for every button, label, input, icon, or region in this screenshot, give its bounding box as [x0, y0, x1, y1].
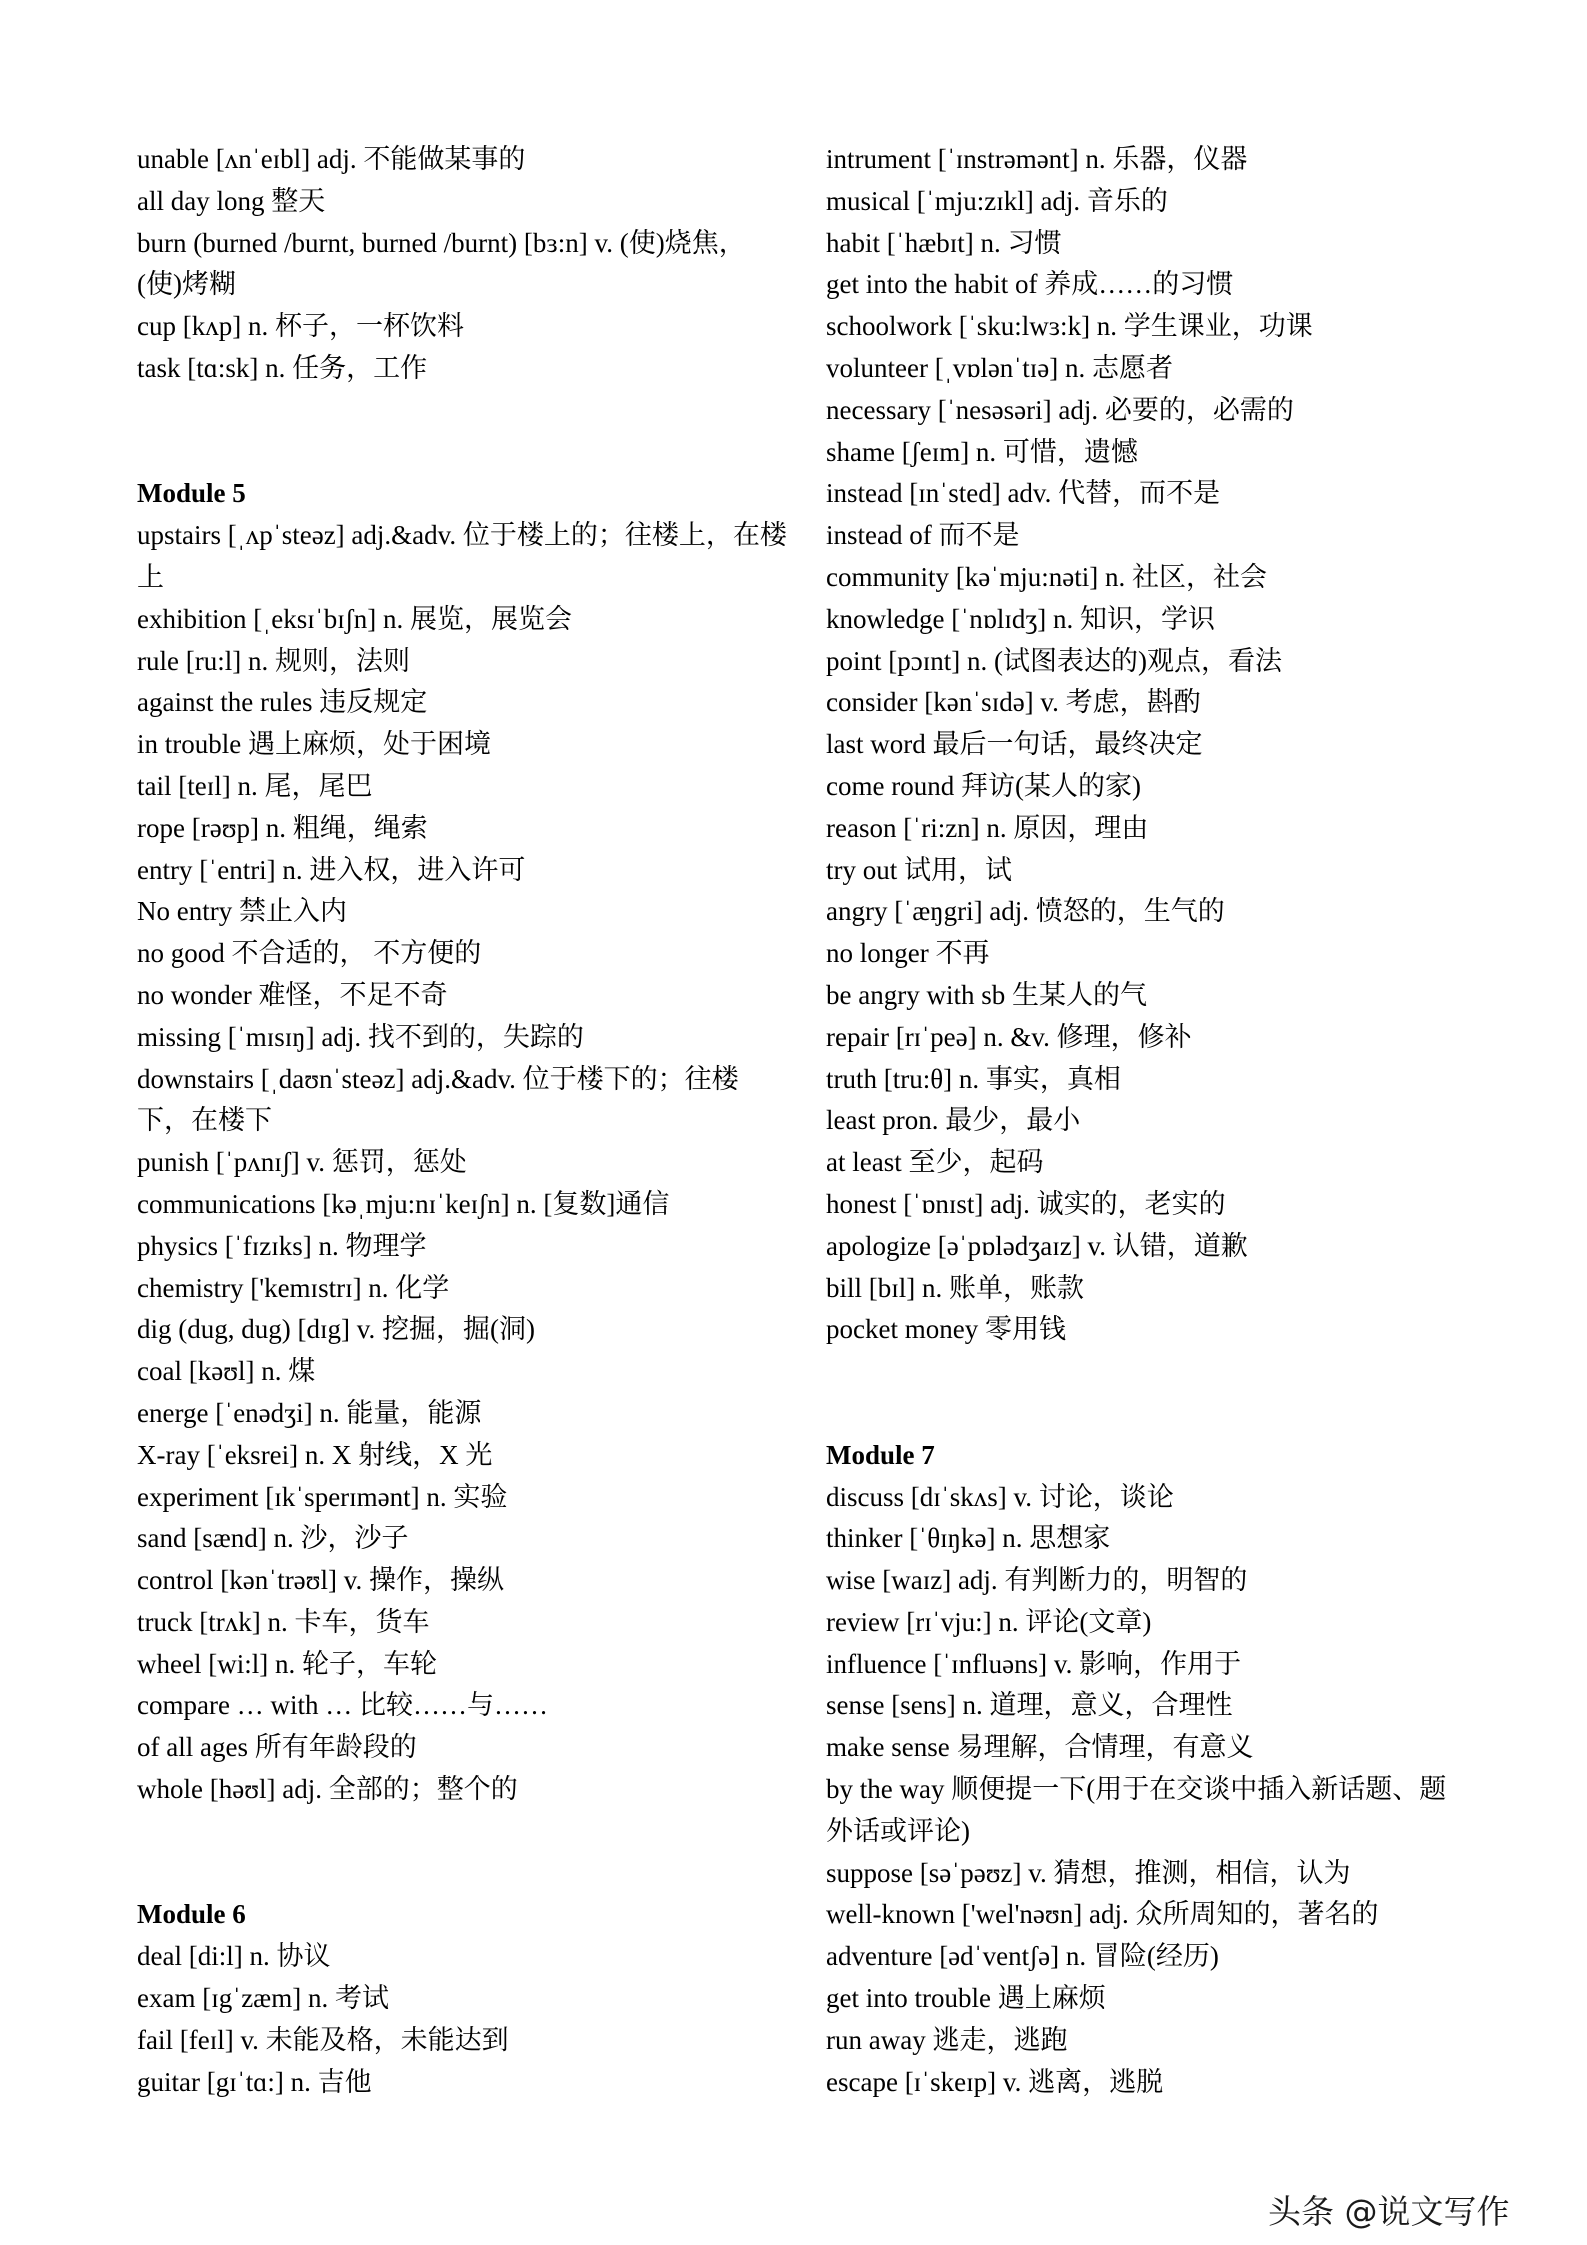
vocab-entry: shame [ʃeɪm] n. 可惜，遗憾	[826, 436, 1138, 467]
vocab-entry: come round 拜访(某人的家)	[826, 770, 1141, 801]
vocab-entry: make sense 易理解，合情理，有意义	[826, 1732, 1254, 1763]
vocab-entry: reason [ˈri:zn] n. 原因，理由	[826, 812, 1149, 843]
vocab-entry: pocket money 零用钱	[826, 1314, 1066, 1345]
vocab-entry: volunteer [ˌvɒlənˈtɪə] n. 志愿者	[826, 352, 1174, 383]
vocab-entry: entry [ˈentri] n. 进入权，进入许可	[137, 854, 526, 885]
vocab-entry: knowledge [ˈnɒlɪdʒ] n. 知识，学识	[826, 603, 1216, 634]
vocab-entry: physics [ˈfɪzɪks] n. 物理学	[137, 1230, 427, 1261]
vocab-entry: community [kəˈmju:nəti] n. 社区，社会	[826, 561, 1267, 592]
vocab-entry: guitar [gɪˈtɑ:] n. 吉他	[137, 2066, 372, 2097]
vocab-entry: truth [tru:θ] n. 事实，真相	[826, 1063, 1121, 1094]
module-6-heading: Module 6	[137, 1899, 246, 1930]
vocab-entry: suppose [səˈpəʊz] v. 猜想，推测，相信，认为	[826, 1857, 1351, 1888]
vocab-entry: in trouble 遇上麻烦，处于困境	[137, 729, 491, 760]
vocab-entry: rule [ru:l] n. 规则，法则	[137, 645, 410, 676]
vocab-entry: intrument [ˈɪnstrəmənt] n. 乐器，仪器	[826, 144, 1248, 174]
vocab-entry: instead of 而不是	[826, 520, 1020, 551]
vocab-entry: upstairs [ˌʌpˈsteəz] adj.&adv. 位于楼上的；往楼上，在楼上	[137, 520, 787, 592]
vocab-entry: coal [kəʊl] n. 煤	[137, 1356, 316, 1387]
source-watermark: 头条 @说文写作	[1268, 2192, 1510, 2231]
vocab-entry: punish [ˈpʌnɪʃ] v. 惩罚，惩处	[137, 1147, 467, 1178]
vocab-entry: whole [həʊl] adj. 全部的；整个的	[137, 1774, 518, 1805]
vocab-entry: burn (burned /burnt, burned /burnt) [bɜ:n] v. (使)烧焦，(使)烤糊	[137, 227, 746, 300]
vocab-entry: control [kənˈtrəʊl] v. 操作，操纵	[137, 1565, 504, 1596]
vocab-entry: habit [ˈhæbɪt] n. 习惯	[826, 227, 1062, 258]
vocab-entry: get into the habit of 养成……的习惯	[826, 269, 1234, 300]
vocab-entry: review [rɪˈvju:] n. 评论(文章)	[826, 1606, 1152, 1637]
entry-group-1	[137, 139, 787, 390]
section-spacer	[137, 1811, 787, 1895]
vocab-entry: wheel [wi:l] n. 轮子，车轮	[137, 1648, 437, 1679]
vocab-entry: sand [sænd] n. 沙，沙子	[137, 1523, 409, 1554]
vocab-entry: adventure [ədˈventʃə] n. 冒险(经历)	[826, 1941, 1219, 1972]
vocab-entry: dig (dug, dug) [dɪg] v. 挖掘，掘(洞)	[137, 1314, 535, 1345]
vocab-entry: of all ages 所有年龄段的	[137, 1732, 417, 1763]
vocab-entry: downstairs [ˌdaʊnˈsteəz] adj.&adv. 位于楼下的；往楼下，在楼下	[137, 1063, 739, 1136]
vocab-entry: run away 逃走，逃跑	[826, 2024, 1068, 2055]
vocab-entry: thinker [ˈθɪŋkə] n. 思想家	[826, 1523, 1111, 1554]
left-column	[137, 139, 787, 2103]
vocab-entry: chemistry ['kemɪstrɪ] n. 化学	[137, 1272, 450, 1303]
vocab-entry: against the rules 违反规定	[137, 687, 428, 718]
vocab-entry: exam [ɪgˈzæm] n. 考试	[137, 1983, 389, 2014]
vocab-entry: task [tɑ:sk] n. 任务，工作	[137, 352, 428, 383]
vocab-entry: rope [rəʊp] n. 粗绳，绳索	[137, 812, 428, 843]
vocab-entry: no wonder 难怪，不足不奇	[137, 979, 448, 1010]
vocab-entry: point [pɔɪnt] n. (试图表达的)观点，看法	[826, 645, 1282, 676]
vocab-entry: wise [waɪz] adj. 有判断力的，明智的	[826, 1565, 1248, 1596]
vocab-entry: at least 至少，起码	[826, 1147, 1044, 1178]
vocab-entry: X-ray [ˈeksrei] n. X 射线，X 光	[137, 1439, 493, 1470]
vocab-entry: angry [ˈæŋgri] adj. 愤怒的，生气的	[826, 896, 1225, 927]
vocab-entry: communications [kəˌmju:nɪˈkeɪʃn] n. [复数]通信	[137, 1188, 670, 1219]
vocab-entry: exhibition [ˌeksɪˈbɪʃn] n. 展览，展览会	[137, 603, 572, 634]
vocab-entry: No entry 禁止入内	[137, 896, 347, 927]
vocab-entry: apologize [əˈpɒlədʒaɪz] v. 认错，道歉	[826, 1230, 1248, 1261]
module-7-heading: Module 7	[826, 1439, 935, 1470]
vocab-entry: get into trouble 遇上麻烦	[826, 1983, 1106, 2014]
vocab-entry: energe [ˈenədʒi] n. 能量，能源	[137, 1397, 482, 1428]
entry-group-1	[826, 139, 1466, 1351]
vocab-entry: schoolwork [ˈsku:lwɜ:k] n. 学生课业，功课	[826, 311, 1313, 342]
vocab-entry: compare … with … 比较……与……	[137, 1690, 548, 1721]
vocab-entry: least pron. 最少，最小	[826, 1105, 1081, 1136]
vocab-entry: experiment [ɪkˈsperɪmənt] n. 实验	[137, 1481, 508, 1512]
vocab-entry: instead [ɪnˈsted] adv. 代替，而不是	[826, 478, 1221, 509]
vocab-entry: be angry with sb 生某人的气	[826, 979, 1147, 1010]
vocab-entry: sense [sens] n. 道理，意义，合理性	[826, 1690, 1233, 1721]
vocab-entry: repair [rɪˈpeə] n. &v. 修理，修补	[826, 1021, 1192, 1052]
vocab-entry: discuss [dɪˈskʌs] v. 讨论，谈论	[826, 1481, 1174, 1512]
vocab-entry: cup [kʌp] n. 杯子，一杯饮料	[137, 311, 464, 342]
vocab-entry: tail [teɪl] n. 尾，尾巴	[137, 770, 373, 801]
module-5-list	[137, 515, 787, 1811]
vocab-entry: by the way 顺便提一下(用于在交谈中插入新话题、题外话或评论)	[826, 1774, 1447, 1846]
section-spacer	[826, 1351, 1466, 1435]
vocab-entry: well-known ['wel'nəʊn] adj. 众所周知的，著名的	[826, 1899, 1379, 1930]
vocab-entry: honest [ˈɒnɪst] adj. 诚实的，老实的	[826, 1188, 1226, 1219]
vocab-entry: all day long 整天	[137, 185, 326, 216]
module-7-list	[826, 1477, 1466, 2104]
section-spacer	[137, 390, 787, 474]
vocab-entry: last word 最后一句话，最终决定	[826, 729, 1203, 760]
vocab-entry: try out 试用，试	[826, 854, 1012, 885]
vocab-entry: truck [trʌk] n. 卡车，货车	[137, 1606, 430, 1637]
module-6-list	[137, 1936, 787, 2103]
vocab-entry: necessary [ˈnesəsəri] adj. 必要的，必需的	[826, 394, 1294, 425]
vocab-entry: unable [ʌnˈeɪbl] adj. 不能做某事的	[137, 144, 526, 174]
vocab-entry: deal [di:l] n. 协议	[137, 1941, 331, 1972]
vocab-entry: musical [ˈmju:zɪkl] adj. 音乐的	[826, 185, 1168, 216]
vocab-entry: missing [ˈmɪsɪŋ] adj. 找不到的，失踪的	[137, 1021, 584, 1052]
vocab-entry: bill [bɪl] n. 账单，账款	[826, 1272, 1084, 1303]
vocab-entry: consider [kənˈsɪdə] v. 考虑，斟酌	[826, 687, 1201, 718]
vocab-entry: no longer 不再	[826, 938, 990, 969]
module-5-heading: Module 5	[137, 478, 246, 509]
vocab-entry: fail [feɪl] v. 未能及格，未能达到	[137, 2024, 509, 2055]
vocab-entry: influence [ˈɪnfluəns] v. 影响，作用于	[826, 1648, 1242, 1679]
right-column	[826, 139, 1466, 2103]
vocab-entry: escape [ɪˈskeɪp] v. 逃离，逃脱	[826, 2066, 1164, 2097]
vocab-entry: no good 不合适的， 不方便的	[137, 938, 482, 969]
